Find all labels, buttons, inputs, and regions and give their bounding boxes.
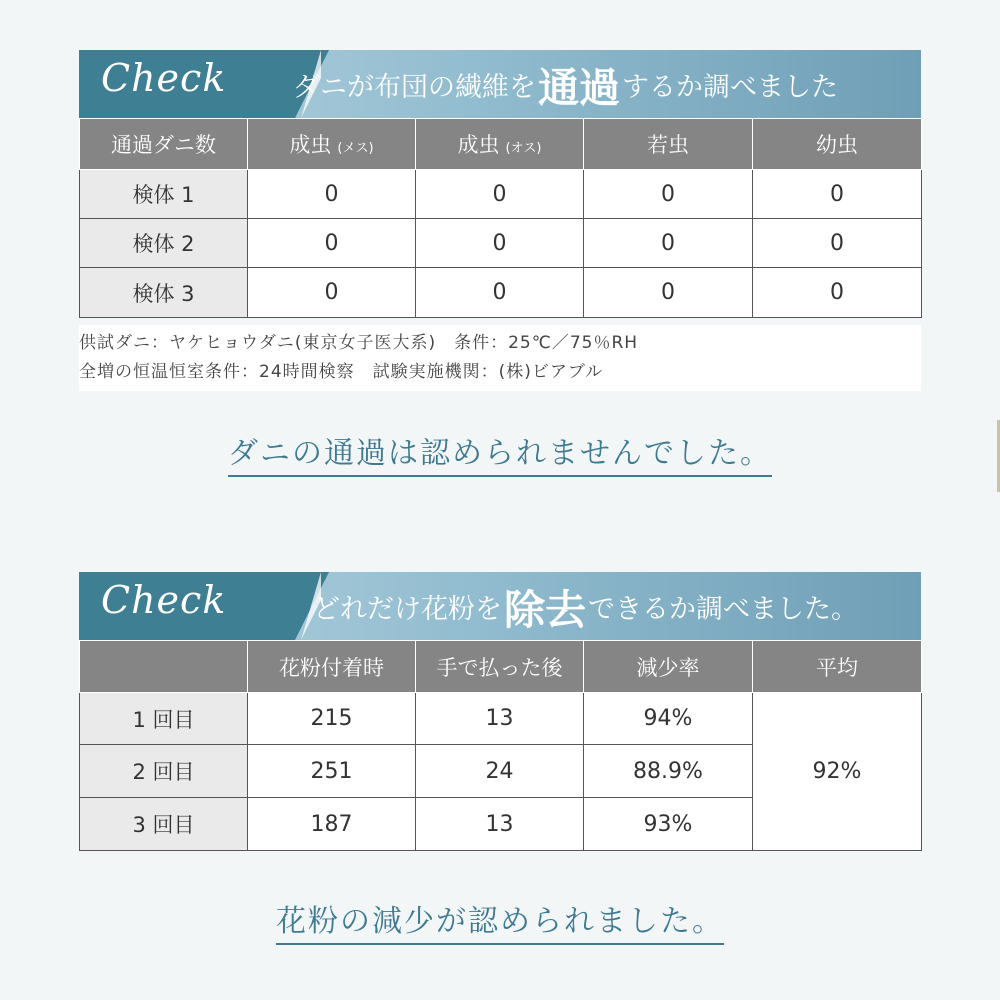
table-cell: 0: [584, 219, 753, 268]
col-header-label: 若虫: [647, 133, 689, 157]
col-header: [80, 119, 248, 170]
col-header-label: 成虫: [457, 133, 500, 157]
table-cell: 0: [416, 219, 584, 268]
table-cell: 93%: [584, 798, 753, 851]
col-header: 平均: [753, 641, 922, 693]
col-header: 手で払った後: [416, 641, 584, 693]
table-cell: 94%: [584, 693, 753, 745]
mite-table: [79, 118, 922, 318]
row-label: 検体 2: [80, 219, 248, 268]
table-cell: 187: [248, 798, 416, 851]
mite-conclusion: [0, 428, 1000, 472]
title-highlight: [504, 577, 586, 636]
row-label: 2 回目: [80, 745, 248, 798]
table-row: [80, 268, 922, 318]
col-header: [248, 119, 416, 170]
table-cell: 0: [753, 219, 922, 268]
table-header-row: [80, 641, 922, 693]
section1-banner: [79, 50, 921, 118]
pollen-table: [79, 640, 922, 851]
table-cell: 0: [248, 170, 416, 219]
col-header: [416, 119, 584, 170]
title-highlight-text: 除去: [504, 585, 586, 634]
title-highlight-text: 通過: [538, 63, 620, 112]
table-cell: 0: [248, 219, 416, 268]
row-label: 1 回目: [80, 693, 248, 745]
check-word: Check: [101, 56, 227, 100]
col-header: [753, 119, 922, 170]
table-cell: 0: [416, 268, 584, 318]
col-header: [80, 641, 248, 693]
table-cell: 0: [584, 268, 753, 318]
table-cell: 24: [416, 745, 584, 798]
test-conditions-notes: [79, 325, 921, 391]
col-header-label: 幼虫: [816, 133, 858, 157]
title-post: できるか調べました。: [588, 593, 858, 625]
note-line-2: 全増の恒温恒室条件：24時間検察 試験実施機関：(株)ビアブル: [79, 362, 604, 382]
row-label: 3 回目: [80, 798, 248, 851]
table-cell: 0: [584, 170, 753, 219]
section2-title: [313, 572, 858, 640]
mite-conclusion-text: ダニの通過は認められませんでした。: [228, 436, 772, 477]
table-cell: 13: [416, 693, 584, 745]
title-post: するか調べました: [622, 71, 838, 103]
title-pre: どれだけ花粉を: [313, 593, 502, 625]
title-highlight: [538, 55, 620, 114]
table-cell: 215: [248, 693, 416, 745]
table-cell: 88.9%: [584, 745, 753, 798]
col-header-label: 通過ダニ数: [111, 133, 216, 157]
table-row: [80, 170, 922, 219]
col-header-sub: (メス): [337, 141, 374, 156]
table-cell: 251: [248, 745, 416, 798]
col-header: [584, 119, 753, 170]
table-cell: 0: [416, 170, 584, 219]
section2-banner: [79, 572, 921, 640]
pollen-conclusion: [0, 896, 1000, 940]
row-label: 検体 1: [80, 170, 248, 219]
col-header-sub: (オス): [505, 141, 542, 156]
table-header-row: [80, 119, 922, 170]
pollen-conclusion-text: 花粉の減少が認められました。: [276, 904, 724, 945]
title-pre: ダニが布団の繊維を: [293, 71, 536, 103]
mite-test-section: [79, 50, 921, 318]
table-row: [80, 693, 922, 745]
section1-title: [293, 50, 838, 118]
average-cell: 92%: [753, 693, 922, 851]
table-cell: 0: [753, 268, 922, 318]
table-cell: 0: [753, 170, 922, 219]
note-line-1: 供試ダニ：ヤケヒョウダニ(東京女子医大系) 条件：25℃／75％RH: [79, 333, 639, 353]
table-row: [80, 219, 922, 268]
col-header: 花粉付着時: [248, 641, 416, 693]
pollen-test-section: [79, 572, 921, 851]
check-word: Check: [101, 578, 227, 622]
table-cell: 0: [248, 268, 416, 318]
col-header-label: 成虫: [289, 133, 332, 157]
row-label: 検体 3: [80, 268, 248, 318]
table-cell: 13: [416, 798, 584, 851]
col-header: 減少率: [584, 641, 753, 693]
